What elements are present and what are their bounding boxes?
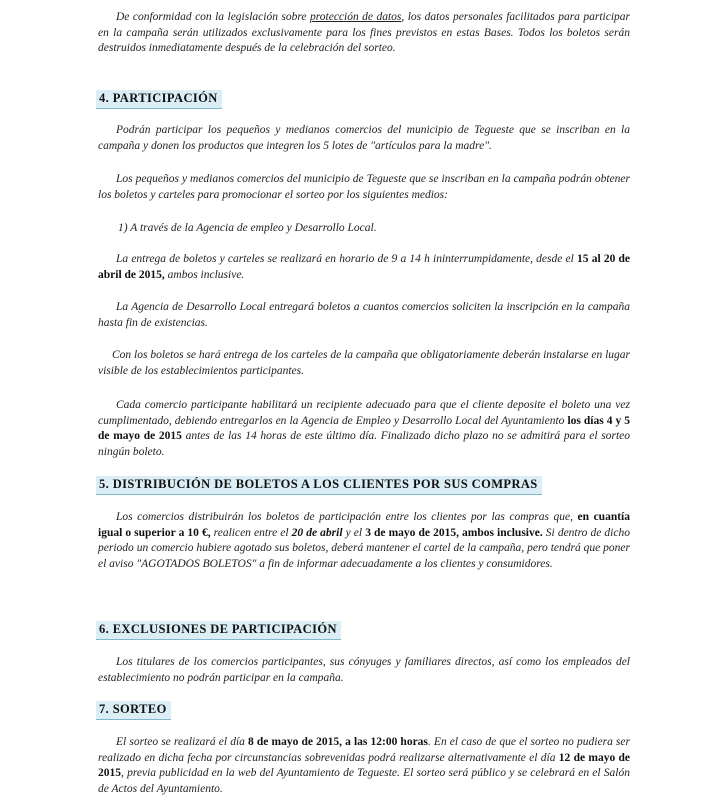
- s4-paragraph-2: Los pequeños y medianos comercios del municipio de Tegueste que se inscriban en la campaña podrán obtener los boletos y carteles para promocionar el sorteo por los siguientes medios:: [98, 173, 630, 201]
- s5-p1-text-g: Si dentro de dicho periodo un comercio hubiere agotado sus boletos, deberá mantener el cartel de la campaña, pero tendrá que poner el aviso "AGOTADOS BOLETOS" a fin de informar adecuadamente a los clientes y consumidores.: [98, 526, 630, 570]
- s5-p1-amount: en cuantía igual o superior a 10 €,: [98, 511, 630, 539]
- section-7-heading: 7. SORTEO: [96, 701, 171, 720]
- s4-p3-text-a: La entrega de boletos y carteles se realizará en horario de 9 a 14 h ininterrumpidamente, desde el: [116, 253, 578, 265]
- s4-list-item-1: 1) A través de la Agencia de empleo y Desarrollo Local.: [118, 222, 377, 234]
- intro-text-end: , los datos personales facilitados para participar en la campaña serán utilizados exclusivamente para los fines previstos en estas Bases. Todos los boletos serán destruidos inmediatamente después de la celebración del sorteo.: [98, 11, 631, 54]
- s4-p3-text-c: ambos inclusive.: [164, 268, 245, 281]
- s5-paragraph-1: [98, 510, 630, 572]
- s4-paragraph-1: Podrán participar los pequeños y medianos comercios del municipio de Tegueste que se inscriban en la campaña y donen los productos que integren los 5 lotes de "artículos para la madre".: [98, 124, 630, 152]
- s4-paragraph-3: [98, 252, 630, 283]
- s4-p3-dates: 15 al 20 de abril de 2015,: [98, 253, 630, 281]
- s7-p1-text-c: . En el caso de que el sorteo no pudiera ser realizado en dicha fecha por circunstancias sobrevenidas podrá realizarse alternativamente el día: [98, 736, 630, 764]
- s7-p1-alt-date: 12 de mayo de 2015: [98, 751, 630, 779]
- s5-p1-start-date: 20 de abril: [291, 526, 343, 539]
- s4-p6-text-a: Cada comercio participante habilitará un recipiente adecuado para que el cliente deposite el boleto una vez cumplimentado, debiendo entregarlos en la Agencia de Empleo y Desarrollo Local del Ayuntamiento: [98, 399, 630, 427]
- s4-paragraph-5: Con los boletos se hará entrega de los carteles de la campaña que obligatoriamente deberán instalarse en lugar visible de los establecimientos participantes.: [98, 349, 630, 377]
- intro-text-start: De conformidad con la legislación sobre: [116, 11, 310, 23]
- s5-p1-text-e: y el: [342, 526, 366, 539]
- s5-p1-end-date: 3 de mayo de 2015, ambos inclusive.: [365, 526, 543, 539]
- data-protection-link[interactable]: protección de datos: [309, 11, 402, 23]
- s4-paragraph-6: [98, 398, 630, 460]
- section-4-heading: 4. PARTICIPACIÓN: [96, 90, 222, 109]
- s7-p1-text-e: , previa publicidad en la web del Ayuntamiento de Tegueste. El sorteo será público y se celebrará en el Salón de Actos del Ayuntamiento.: [98, 767, 630, 795]
- s5-p1-text-c: realicen entre el: [210, 526, 292, 539]
- s7-paragraph-1: [98, 735, 630, 797]
- s6-paragraph-1: Los titulares de los comercios participantes, sus cónyuges y familiares directos, así como los empleados del establecimiento no podrán participar en la campaña.: [98, 656, 630, 684]
- section-5-heading: 5. DISTRIBUCIÓN DE BOLETOS A LOS CLIENTES POR SUS COMPRAS: [96, 476, 542, 495]
- s5-p1-text-a: Los comercios distribuirán los boletos de participación entre los clientes por las compras que,: [116, 511, 578, 523]
- s4-p6-text-c: antes de las 14 horas de este último día. Finalizado dicho plazo no se admitirá para el sorteo ningún boleto.: [98, 430, 630, 458]
- s4-p6-dates: los días 4 y 5 de mayo de 2015: [98, 414, 630, 442]
- section-6-heading: 6. EXCLUSIONES DE PARTICIPACIÓN: [96, 621, 341, 640]
- s7-p1-text-a: El sorteo se realizará el día: [116, 736, 249, 748]
- s7-p1-date-time: 8 de mayo de 2015, a las 12:00 horas: [248, 736, 428, 748]
- s4-paragraph-4: La Agencia de Desarrollo Local entregará boletos a cuantos comercios soliciten la inscripción en la campaña hasta fin de existencias.: [98, 301, 630, 329]
- intro-paragraph: [98, 10, 630, 57]
